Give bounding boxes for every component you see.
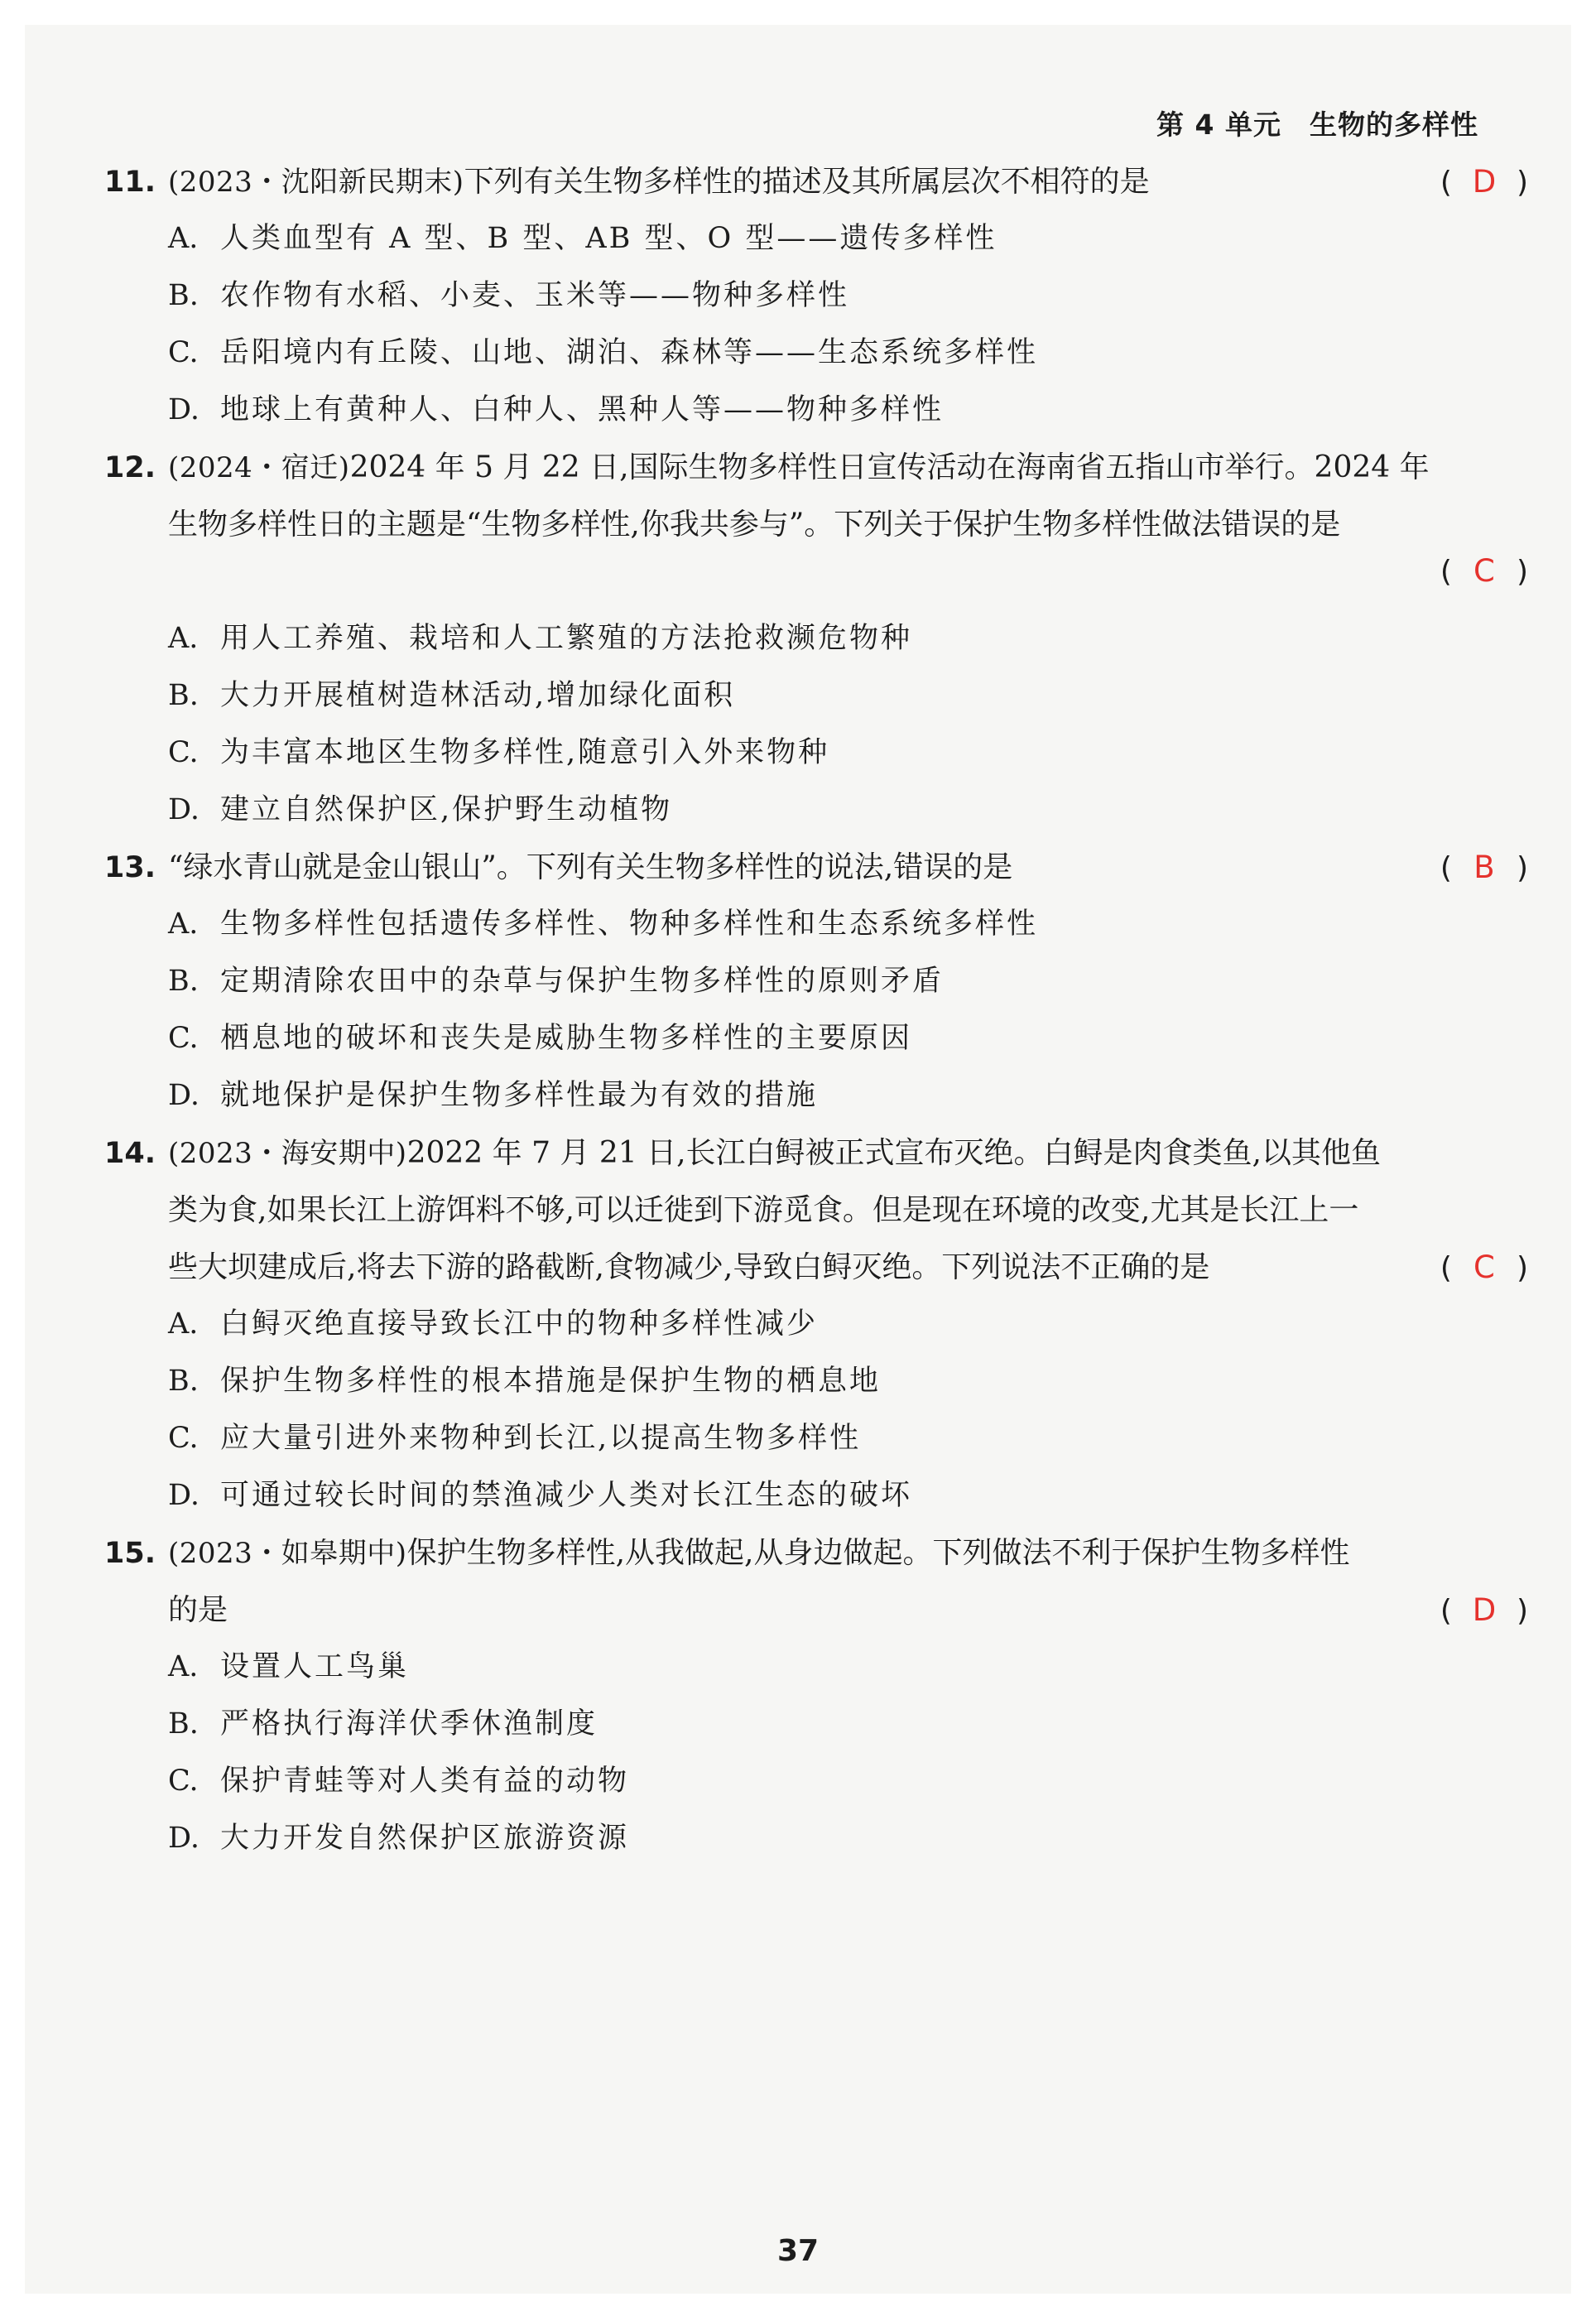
option-item xyxy=(104,610,1528,667)
option-letter: C. xyxy=(168,336,199,369)
option-letter: B. xyxy=(168,1707,199,1741)
option-item xyxy=(104,1010,1528,1067)
option-item xyxy=(104,1467,1528,1524)
question-stem-text: 2022 年 7 月 21 日,长江白鲟被正式宣布灭绝。白鲟是肉食类鱼,以其他鱼 xyxy=(406,1136,1381,1170)
option-text: 白鲟灭绝直接导致长江中的物种多样性减少 xyxy=(220,1307,819,1341)
bracket-close: ) xyxy=(1516,166,1528,200)
bracket-open: ( xyxy=(1440,166,1452,200)
answer-letter: D xyxy=(1472,164,1497,200)
option-letter: A. xyxy=(168,1307,199,1341)
bracket-close: ) xyxy=(1516,1594,1528,1628)
question-stem-line xyxy=(104,1239,1528,1296)
option-text: 保护生物多样性的根本措施是保护生物的栖息地 xyxy=(220,1365,882,1398)
bracket-close: ) xyxy=(1516,1251,1528,1285)
answer-bracket xyxy=(1440,839,1528,897)
option-letter: A. xyxy=(168,1650,199,1683)
option-item xyxy=(104,725,1528,782)
option-text: 定期清除农田中的杂草与保护生物多样性的原则矛盾 xyxy=(220,965,945,998)
option-letter: D. xyxy=(168,793,200,826)
question-stem-text: 2024 年 5 月 22 日,国际生物多样性日宣传活动在海南省五指山市举行。2024 年 xyxy=(349,450,1430,484)
option-text: 设置人工鸟巢 xyxy=(220,1650,410,1683)
option-text: 栖息地的破坏和丧失是威胁生物多样性的主要原因 xyxy=(220,1022,913,1055)
option-item xyxy=(104,325,1528,382)
bracket-open: ( xyxy=(1440,1251,1452,1285)
option-text: 岳阳境内有丘陵、山地、湖泊、森林等——生态系统多样性 xyxy=(220,336,1039,369)
option-text: 大力开展植树造林活动,增加绿化面积 xyxy=(220,679,736,712)
bracket-open: ( xyxy=(1440,851,1452,885)
question-number: 14. xyxy=(104,1137,156,1170)
question-stem-text: 些大坝建成后,将去下游的路截断,食物减少,导致白鲟灭绝。下列说法不正确的是 xyxy=(168,1250,1210,1284)
answer-letter: D xyxy=(1472,1592,1497,1628)
option-letter: B. xyxy=(168,1365,199,1398)
question-stem-text: 的是 xyxy=(168,1593,228,1627)
option-letter: D. xyxy=(168,1822,200,1855)
answer-line xyxy=(104,553,1528,610)
option-text: 用人工养殖、栽培和人工繁殖的方法抢救濒危物种 xyxy=(220,622,913,655)
answer-bracket xyxy=(1440,1239,1528,1297)
option-item xyxy=(104,382,1528,439)
option-item xyxy=(104,1353,1528,1410)
question-source: (2023・海安期中) xyxy=(168,1137,407,1170)
question-stem-text: 生物多样性日的主题是“生物多样性,你我共参与”。下列关于保护生物多样性做法错误的是 xyxy=(168,508,1341,542)
question-stem-line xyxy=(104,1124,1528,1182)
option-letter: A. xyxy=(168,908,199,941)
answer-letter: C xyxy=(1473,1249,1495,1285)
option-text: 人类血型有 A 型、B 型、AB 型、O 型——遗传多样性 xyxy=(220,222,997,255)
option-letter: A. xyxy=(168,622,199,655)
option-letter: B. xyxy=(168,965,199,998)
option-item xyxy=(104,896,1528,953)
unit-label: 第 4 单元 xyxy=(1156,108,1281,141)
question-stem-text: 类为食,如果长江上游饵料不够,可以迁徙到下游觅食。但是现在环境的改变,尤其是长江上一 xyxy=(168,1193,1359,1227)
option-letter: C. xyxy=(168,1422,199,1455)
option-item xyxy=(104,1639,1528,1696)
option-item xyxy=(104,1410,1528,1467)
option-item xyxy=(104,267,1528,325)
option-item xyxy=(104,1810,1528,1867)
option-item xyxy=(104,953,1528,1010)
option-text: 农作物有水稻、小麦、玉米等——物种多样性 xyxy=(220,279,850,312)
option-item xyxy=(104,667,1528,725)
question-number: 12. xyxy=(104,451,156,484)
question-source: (2024・宿迁) xyxy=(168,451,350,484)
option-text: 为丰富本地区生物多样性,随意引入外来物种 xyxy=(220,736,830,769)
unit-header xyxy=(1156,104,1478,142)
question-item xyxy=(104,1124,1528,1524)
unit-topic: 生物的多样性 xyxy=(1310,108,1478,141)
worksheet-page xyxy=(25,25,1571,2294)
answer-bracket xyxy=(1440,553,1528,589)
option-text: 生物多样性包括遗传多样性、物种多样性和生态系统多样性 xyxy=(220,908,1039,941)
answer-bracket xyxy=(1440,1582,1528,1639)
option-text: 应大量引进外来物种到长江,以提高生物多样性 xyxy=(220,1422,862,1455)
question-number: 11. xyxy=(104,166,156,199)
option-item xyxy=(104,1753,1528,1810)
answer-letter: C xyxy=(1473,553,1495,589)
question-stem-text: 保护生物多样性,从我做起,从身边做起。下列做法不利于保护生物多样性 xyxy=(406,1536,1350,1570)
question-source: (2023・沈阳新民期末) xyxy=(168,166,464,199)
question-item xyxy=(104,439,1528,839)
option-letter: C. xyxy=(168,1765,199,1798)
option-text: 可通过较长时间的禁渔减少人类对长江生态的破坏 xyxy=(220,1479,913,1512)
question-item xyxy=(104,839,1528,1124)
bracket-close: ) xyxy=(1516,555,1528,589)
question-list xyxy=(104,153,1528,1867)
option-letter: B. xyxy=(168,279,199,312)
option-text: 就地保护是保护生物多样性最为有效的措施 xyxy=(220,1079,819,1112)
question-item xyxy=(104,1524,1528,1867)
question-stem-line xyxy=(104,839,1528,896)
option-letter: D. xyxy=(168,1079,200,1112)
option-item xyxy=(104,210,1528,267)
question-stem-line xyxy=(104,1524,1528,1582)
option-letter: A. xyxy=(168,222,199,255)
option-text: 大力开发自然保护区旅游资源 xyxy=(220,1822,630,1855)
option-letter: D. xyxy=(168,393,200,426)
option-text: 建立自然保护区,保护野生动植物 xyxy=(220,793,673,826)
option-letter: B. xyxy=(168,679,199,712)
question-stem-line xyxy=(104,1182,1528,1239)
question-stem-text: “绿水青山就是金山银山”。下列有关生物多样性的说法,错误的是 xyxy=(168,850,1013,884)
question-stem-line xyxy=(104,153,1528,210)
option-text: 地球上有黄种人、白种人、黑种人等——物种多样性 xyxy=(220,393,945,426)
bracket-open: ( xyxy=(1440,555,1452,589)
question-number: 13. xyxy=(104,851,156,884)
option-item xyxy=(104,1696,1528,1753)
option-text: 保护青蛙等对人类有益的动物 xyxy=(220,1765,630,1798)
question-source: (2023・如皋期中) xyxy=(168,1537,407,1570)
option-letter: C. xyxy=(168,736,199,769)
answer-letter: B xyxy=(1473,850,1495,885)
question-number: 15. xyxy=(104,1537,156,1570)
question-stem-line xyxy=(104,496,1528,553)
question-stem-line xyxy=(104,439,1528,496)
option-letter: C. xyxy=(168,1022,199,1055)
option-item xyxy=(104,1067,1528,1124)
question-stem-text: 下列有关生物多样性的描述及其所属层次不相符的是 xyxy=(464,165,1150,199)
option-item xyxy=(104,1296,1528,1353)
bracket-open: ( xyxy=(1440,1594,1452,1628)
question-stem-line xyxy=(104,1582,1528,1639)
option-item xyxy=(104,782,1528,839)
option-letter: D. xyxy=(168,1479,200,1512)
question-item xyxy=(104,153,1528,439)
bracket-close: ) xyxy=(1516,851,1528,885)
option-text: 严格执行海洋伏季休渔制度 xyxy=(220,1707,598,1741)
page-number: 37 xyxy=(776,2234,820,2268)
answer-bracket xyxy=(1440,153,1528,211)
